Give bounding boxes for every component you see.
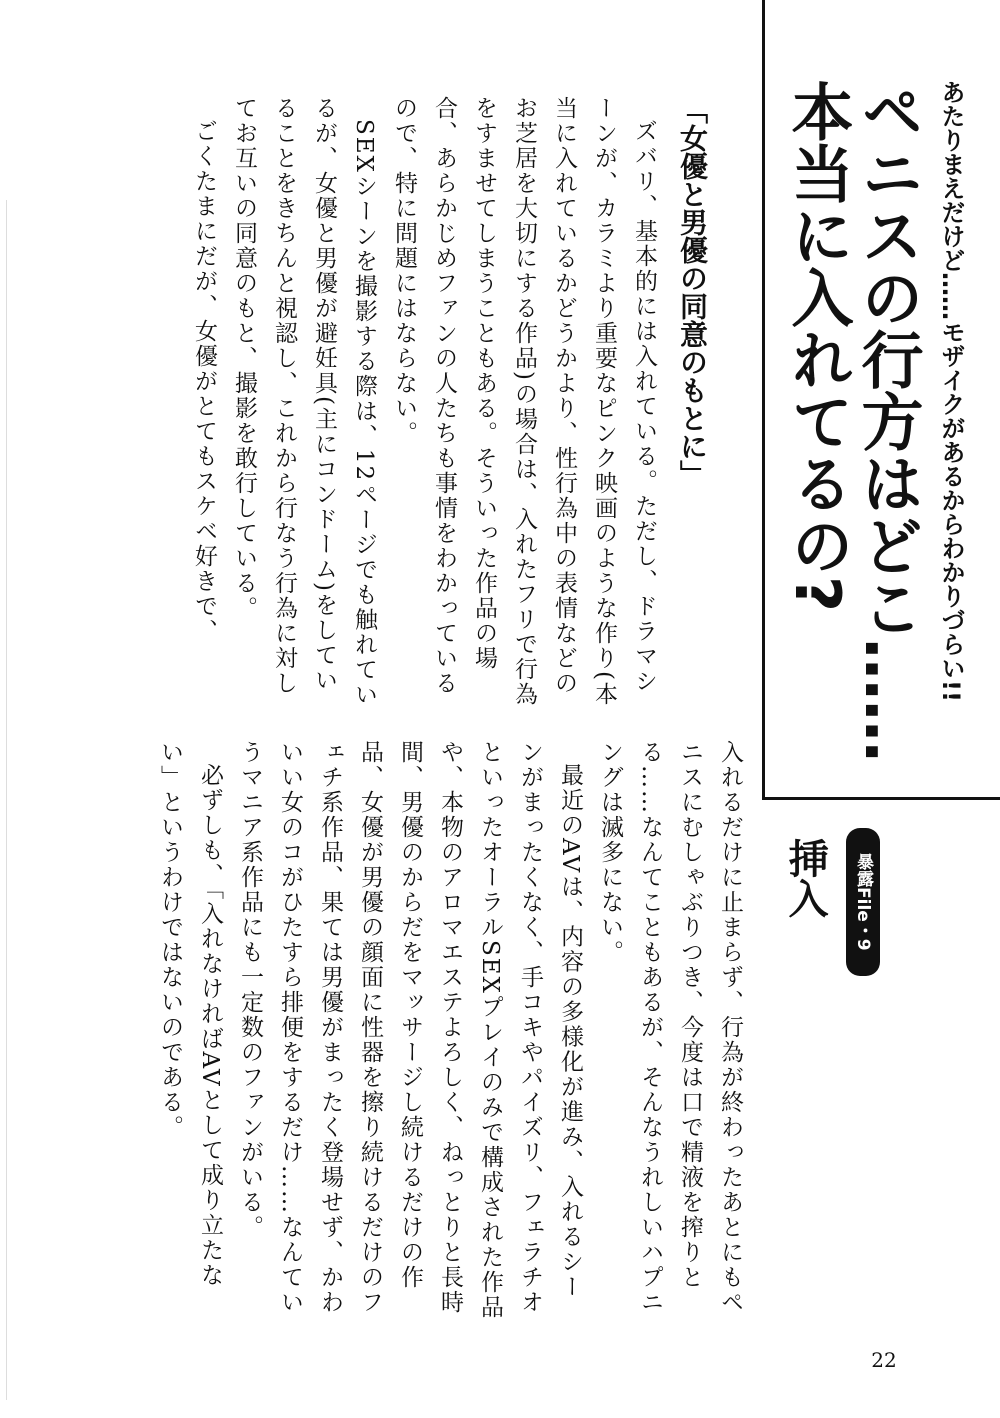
file-badge <box>846 828 880 976</box>
page-edge-rule <box>6 200 7 1400</box>
lower-body-column <box>104 740 750 1320</box>
body-paragraph: 最近のAVは、内容の多様化が進み、入れるシーンがまったくなく、手コキやパイズリ、フェラチオといったオーラルSEXプレイのみで構成された作品や、本物のアロマエステよろしく、ねっとりと長時間、男優のからだをマッサージし続けるだけの作品、女優が男優の顔面に性器を擦り続けるだけのフェチ系作品、果ては男優がまったく登場せず、かわいい女のコがひたすら排便をするだけ……なんていうマニア系作品にも一定数のファンがいる。 <box>237 740 583 1320</box>
body-paragraph: 入れるだけに止まらず、行為が終わったあとにもペニスにむしゃぶりつき、今度は口で精液を搾りとる……なんてこともあるが、そんなうれしいハプニングは滅多にない。 <box>597 740 743 1315</box>
subheading: 「女優と男優の同意のもとに」 <box>676 96 709 488</box>
upper-body-column <box>104 96 664 716</box>
file-badge-label: 暴露File・9 <box>853 853 873 951</box>
kicker-text: あたりまえだけど……モザイクがあるからわかりづらい!! <box>937 80 965 702</box>
title-line-1: ペニスの行方はどこ…… <box>851 80 924 762</box>
body-paragraph: ズバリ、基本的には入れている。ただし、ドラマシーンが、カラミより重要なピンク映画のような作り(本当に入れているかどうかより、性行為中の表情などのお芝居を大切にする作品)の場合は、入れたフリで行為をすませてしまうこともある。そういった作品の場合、あらかじめファンの人たちも事情をわかっているので、特に問題にはならない。 <box>391 96 657 707</box>
title-line-2: 本当に入れてるの? <box>781 80 854 612</box>
body-paragraph: ごくたまにだが、女優がとてもスケベ好きで、 <box>191 119 217 644</box>
page-title <box>772 80 922 780</box>
body-paragraph: 必ずしも、「入れなければAVとして成り立たない」というわけではないのである。 <box>157 740 223 1288</box>
page-number: 22 <box>871 1348 897 1372</box>
section-keyword: 挿入 <box>782 838 828 918</box>
body-paragraph: SEXシーンを撮影する際は、12ページでも触れているが、女優と男優が避妊具(主にコンドーム)をしていることをきちんと視認し、これから行なう行為に対してお互いの同意のもと、撮影を敢行している。 <box>231 96 377 708</box>
